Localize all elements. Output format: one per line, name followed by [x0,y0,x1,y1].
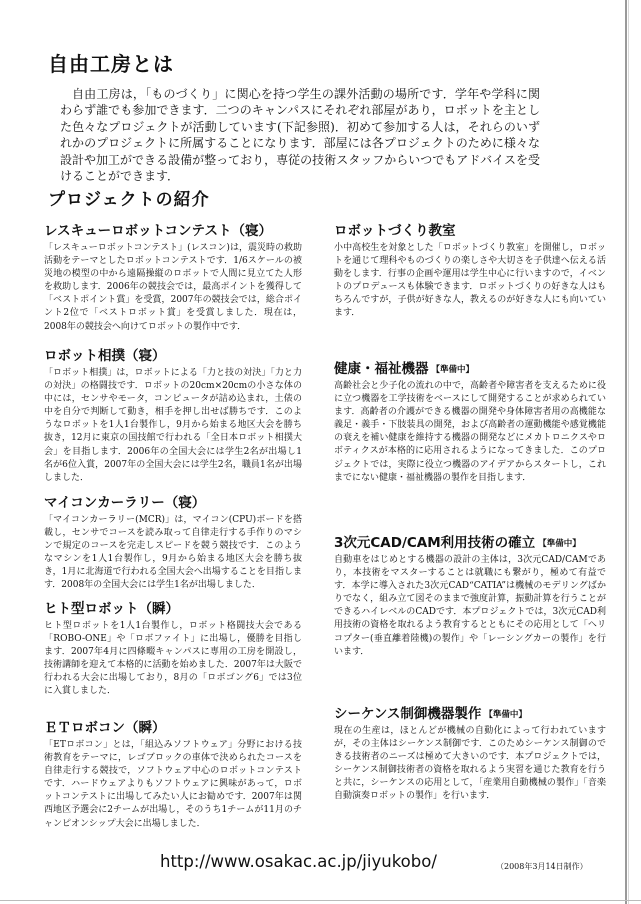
section-robot-class [334,219,606,321]
section-health-welfare [334,357,606,485]
section-body: 「ETロボコン」とは，「組込みソフトウェア」分野における技術教育をテーマに，レゴブロックの車体で決められたコースを自律走行する競技で，ソフトウェア中心のロボットコンテストです．ハードウェアよりもソフトウェアに興味があって，ロボットコンテストに出場してみたい人にお勧めです．2007年は関西地区予選会に2チームが出場し，そのうち1チームが11月のチャンピオンシップ大会に出場しました． [44,740,302,829]
page-edge-shadow [625,0,627,904]
website-url: http://www.osakac.ac.jp/jiyukobo/ [160,852,437,871]
section-title: マイコンカーラリー（寝） [44,495,206,511]
section-body: 「レスキューロボットコンテスト」(レスコン)は，震災時の救助活動をテーマとしたロボットコンテストです．1/6スケールの被災地の模型の中から遠隔操縦のロボットで人間に見立てた人形を救助します．2006年の競技会では，最高ポイントを獲得して「ベストポイント賞」を受賞，2007年の競技会では，総合ポイント2位で「ベストロボット賞」を受賞しました．現在は，2008年の競技会へ向けてロボットの製作中です． [44,243,302,332]
section-title: ロボットづくり教室 [334,223,456,239]
section-micom-car-rally [44,491,302,593]
section-rescue-robot [44,219,302,334]
section-title: ヒト型ロボット（瞬） [44,601,179,617]
section-robot-sumo [44,344,302,485]
creation-date: （2008年3月14日制作） [496,862,588,871]
section-sequence-control [334,702,606,804]
section-et-robocon [44,716,302,831]
section-3d-cad-cam [334,531,606,659]
projects-heading: プロジェクトの紹介 [48,190,210,210]
intro-paragraph: 自由工房は，「ものづくり」に関心を持つ学生の課外活動の場所です．学年や学科に関わらず誰でも参加できます．二つのキャンパスにそれぞれ部屋があり，ロボットを主とした色々なプロジェクトが活動しています(下記参照)．初めて参加する人は，それらのいずれかのプロジェクトに所属することになります．部屋には各プロジェクトのために様々な設計や加工ができる設備が整っており，専従の技術スタッフからいつでもアドバイスを受けることができます． [60,87,540,184]
section-title-text: 健康・福祉機器 [334,361,429,377]
section-humanoid-robot [44,597,302,699]
page-edge-shadow-light [628,0,629,904]
section-body: 「ロボット相撲」は，ロボットによる「力と技の対決」「力と力の対決」の格闘技です．ロボットの20cm×20cmの小さな体の中には，センサやモータ，コンピュータが詰め込まれ，土俵の中を自分で判断して動き，相手を押し出せば勝ちです．このようなロボットを1人1台製作し，9月から始まる地区大会を勝ち抜き，12月に東京の国技館で行われる「全日本ロボット相撲大会」を目指します．2006年の全国大会には学生2名が出場し1名が6位入賞，2007年の全国大会には学生2名，職員1名が出場しました． [44,368,302,483]
section-title [334,702,606,722]
section-body: 高齢社会と少子化の流れの中で，高齢者や障害者を支えるために役に立つ機器を工学技術をベースにして開発することが求められています．高齢者の介護ができる機器の開発や身体障害者用の高機能な義足・義手・下肢装具の開発，および高齢者の運動機能や感覚機能の衰えを補い健康を維持する機器の開発などにメカトロニクスやロボティクスが本格的に応用されるようになってきました．このプロジェクトでは，実際に役立つ機器のアイデアからスタートし，これまでにない健康・福祉機器の製作を目指します． [334,381,606,483]
section-title: ＥＴロボコン（瞬） [44,720,166,736]
section-title [334,531,606,551]
section-title-text: シーケンス制御機器製作 [334,706,482,722]
preparing-badge: 【準備中】 [484,710,527,720]
section-body: 現在の生産は，ほとんどが機械の自動化によって行われていますが，その主体はシーケンス制御です．このためシーケンス制御のできる技術者のニーズは極めて大きいのです．本プロジェクトでは，シーケンス制御技術者の資格を取れるよう実習を通じた教育を行うと共に，シーケンスの応用として，「産業用自動機械の製作」「音楽自動演奏ロボットの製作」を行います． [334,726,606,802]
page-edge-bottom [0,900,641,901]
section-title [334,357,606,377]
main-heading: 自由工房とは [48,52,174,76]
preparing-badge: 【準備中】 [431,365,475,375]
section-body: 小中高校生を対象とした「ロボットづくり教室」を開催し，ロボットを通じて理科やものづくりの楽しさや大切さを子供達へ伝える活動をします．行事の企画や運用は学生中心に行いますので，イベントのプロデュースも体験できます．ロボットづくりの好きな人はもちろんですが，子供が好きな人，教えるのが好きな人にも向いています． [334,243,606,319]
preparing-badge: 【準備中】 [538,539,581,549]
section-title: レスキューロボットコンテスト（寝） [44,223,273,239]
section-title-text: 3次元CAD/CAM利用技術の確立 [334,535,536,551]
section-body: 自動車をはじめとする機器の設計の主体は，3次元CAD/CAMであり，本技術をマスターすることは就職にも繋がり，極めて有益です．本学に導入された3次元CAD“CATIA”は機械のモデリングばかりでなく，組み立て図そのままで強度計算，振動計算を行うことができるハイレベルのCADです．本プロジェクトでは，3次元CAD利用技術の資格を取れるよう教育するとともにその応用として「ヘリコプター(垂直離着陸機)の製作」や「レーシングカーの製作」を行います． [334,555,606,657]
section-title: ロボット相撲（寝） [44,348,166,364]
section-body: ヒト型ロボットを1人1台製作し，ロボット格闘技大会である「ROBO-ONE」や「ロボファイト」に出場し，優勝を目指します．2007年4月に四條畷キャンパスに専用の工房を開設し，技術講師を迎えて本格的に活動を始めました．2007年は大阪で行われる大会に出場しており，8月の「ロボゴング6」では3位に入賞しました． [44,621,302,697]
section-body: 「マイコンカーラリー(MCR)」は，マイコン(CPU)ボードを搭載し，センサでコースを読み取って自律走行する手作りのマシンで規定のコースを完走しスピードを競う競技です．このようなマシンを1人1台製作し，9月から始まる地区大会を勝ち抜き，1月に北海道で行われる全国大会へ出場することを目指します．2008年の全国大会には学生1名が出場しました． [44,515,302,591]
